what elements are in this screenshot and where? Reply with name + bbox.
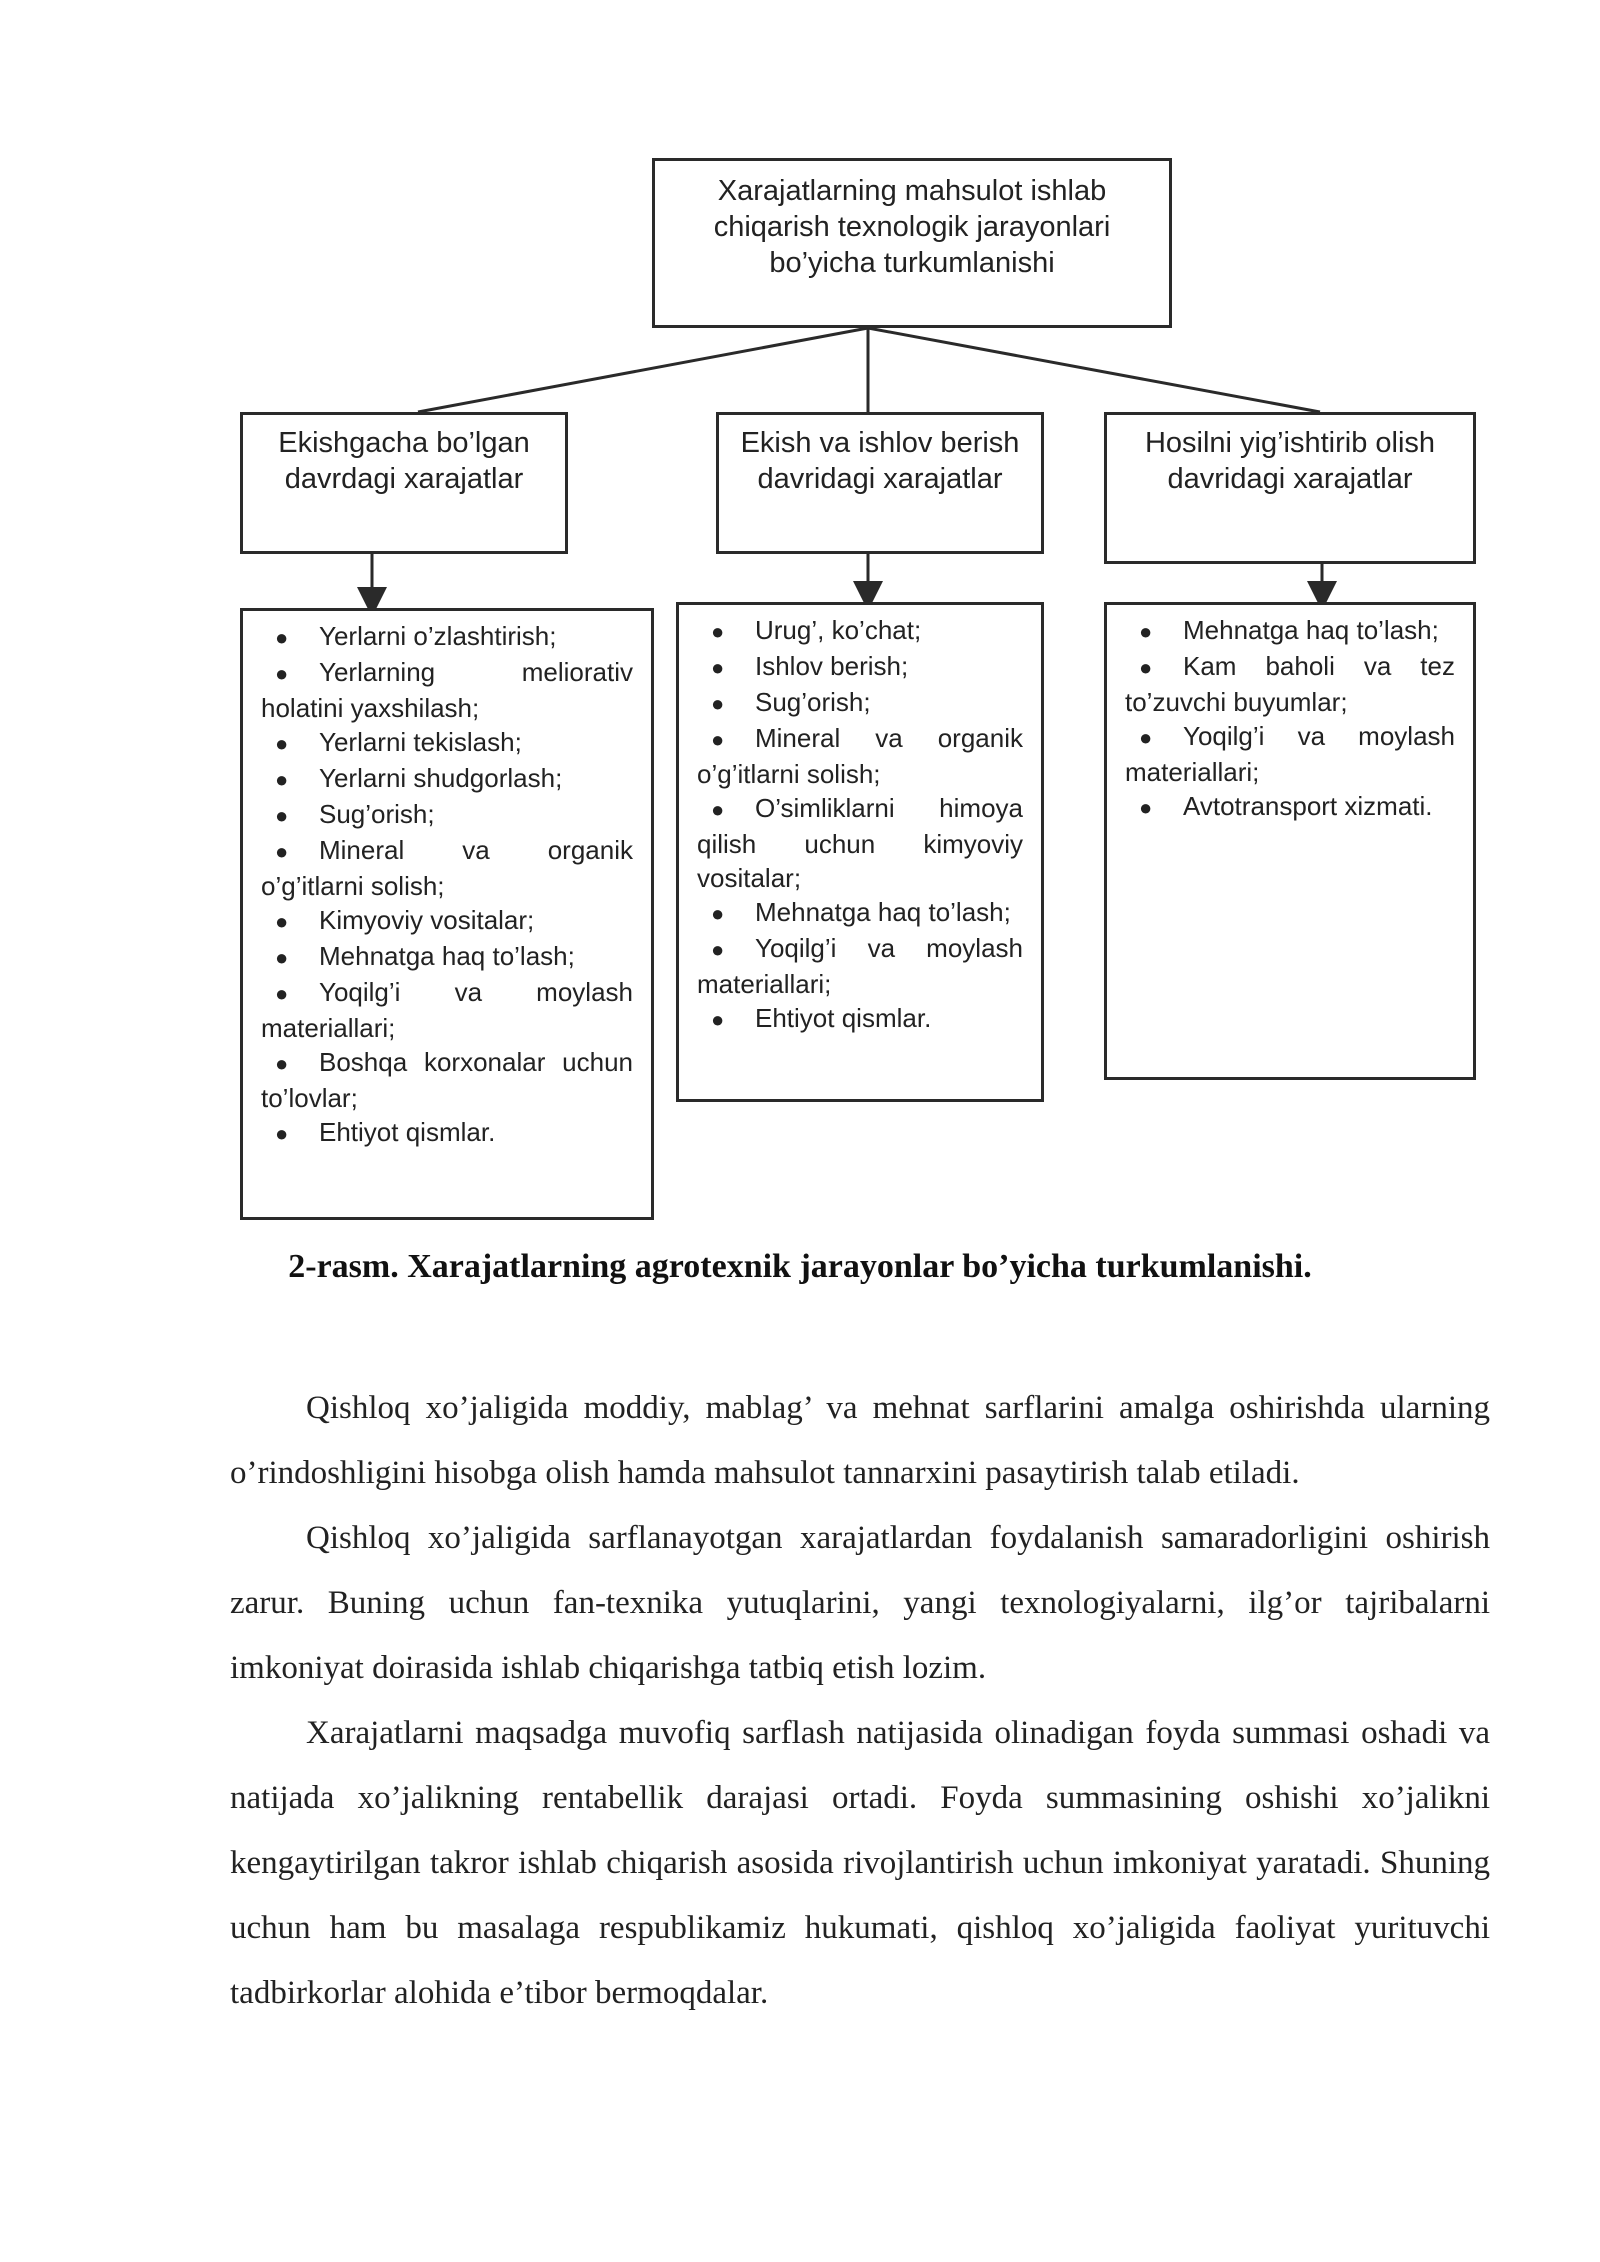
bullet-icon: ● [711,691,725,716]
list-item: ● Yerlarni o’zlashtirish; [261,619,633,655]
bullet-icon: ● [711,797,725,822]
items-box-sowing [676,602,1044,1102]
root-box-label: Xarajatlarning mahsulot ishlab chiqarish texnologik jarayonlari bo’yicha turkumlanishi [713,175,1111,279]
bullet-icon: ● [275,625,289,650]
bullet-icon: ● [1139,795,1153,820]
list-item: ● Kam baholi va tez to’zuvchi buyumlar; [1125,651,1455,717]
bullet-icon: ● [711,1007,725,1032]
list-item: ● Kimyoviy vositalar; [261,903,633,939]
items-list-sowing [679,605,1041,1037]
bullet-icon: ● [711,655,725,680]
list-item: ● Boshqa korxonalar uchun to’lovlar; [261,1047,633,1113]
paragraph: Xarajatlarni maqsadga muvofiq sarflash natijasida olinadigan foyda summasi oshadi va natijada xo’jalikning rentabellik darajasi ortadi. Foyda summasining oshishi xo’jalikni kengaytirilgan takror ishlab chiqarish asosida rivojlantirish uchun imkoniyat yaratadi. Shuning uchun ham bu masalaga respublikamiz hukumati, qishloq xo’jaligida faoliyat yurituvchi tadbirkorlar alohida e’tibor bermoqdalar. [230,1715,1490,2011]
list-item: ● Ishlov berish; [697,649,1023,685]
items-box-pre-sowing [240,608,654,1220]
list-item: ● Mineral va organik o’g’itlarni solish; [261,835,633,901]
list-item: ● Yoqilg’i va moylash materiallari; [1125,721,1455,787]
category-box-sowing [716,412,1044,554]
paragraph: Qishloq xo’jaligida moddiy, mablag’ va mehnat sarflarini amalga oshirishda ularning o’rindoshligini hisobga olish hamda mahsulot tannarxini pasaytirish talab etiladi. [230,1390,1490,1491]
bullet-icon: ● [275,1121,289,1146]
bullet-icon: ● [1139,655,1153,680]
list-item: ● Yoqilg’i va moylash materiallari; [261,977,633,1043]
bullet-icon: ● [711,619,725,644]
body-text [230,1376,1490,2026]
category-label: Hosilni yig’ishtirib olish davridagi xarajatlar [1144,427,1436,495]
bullet-icon: ● [275,945,289,970]
bullet-icon: ● [275,1051,289,1076]
bullet-icon: ● [275,909,289,934]
list-item: ● Sug’orish; [697,685,1023,721]
root-box [652,158,1172,328]
figure-caption: 2-rasm. Xarajatlarning agrotexnik jarayonlar bo’yicha turkumlanishi. [288,1248,1312,1285]
items-list-harvest [1107,605,1473,825]
bullet-icon: ● [1139,725,1153,750]
paragraph: Qishloq xo’jaligida sarflanayotgan xarajatlardan foydalanish samaradorligini oshirish zarur. Buning uchun fan-texnika yutuqlarini, yangi texnologiyalarni, ilg’or tajribalarni imkoniyat doirasida ishlab chiqarishga tatbiq etish lozim. [230,1520,1490,1686]
connector-root-right [868,328,1320,412]
list-item: ● Yoqilg’i va moylash materiallari; [697,933,1023,999]
list-item: ● Yerlarni tekislash; [261,725,633,761]
list-item: ● Ehtiyot qismlar. [697,1001,1023,1037]
list-item: ● Mineral va organik o’g’itlarni solish; [697,723,1023,789]
connector-root-left [418,328,868,412]
category-box-pre-sowing [240,412,568,554]
bullet-icon: ● [275,731,289,756]
items-box-harvest [1104,602,1476,1080]
category-label: Ekishgacha bo’lgan davrdagi xarajatlar [278,427,530,495]
bullet-icon: ● [275,981,289,1006]
list-item: ● Yerlarni shudgorlash; [261,761,633,797]
list-item: ● Ehtiyot qismlar. [261,1115,633,1151]
bullet-icon: ● [275,767,289,792]
category-box-harvest [1104,412,1476,564]
bullet-icon: ● [711,901,725,926]
list-item: ● Sug’orish; [261,797,633,833]
list-item: ● Mehnatga haq to’lash; [261,939,633,975]
bullet-icon: ● [275,803,289,828]
items-list-pre-sowing [243,611,651,1151]
list-item: ● Avtotransport xizmati. [1125,789,1455,825]
list-item: ● Mehnatga haq to’lash; [1125,613,1455,649]
list-item: ● Urug’, ko’chat; [697,613,1023,649]
bullet-icon: ● [711,727,725,752]
bullet-icon: ● [275,661,289,686]
list-item: ● Yerlarning meliorativ holatini yaxshilash; [261,657,633,723]
bullet-icon: ● [1139,619,1153,644]
bullet-icon: ● [711,937,725,962]
bullet-icon: ● [275,839,289,864]
list-item: ● O’simliklarni himoya qilish uchun kimyoviy vositalar; [697,793,1023,893]
category-label: Ekish va ishlov berish davridagi xarajatlar [740,427,1020,495]
list-item: ● Mehnatga haq to’lash; [697,895,1023,931]
